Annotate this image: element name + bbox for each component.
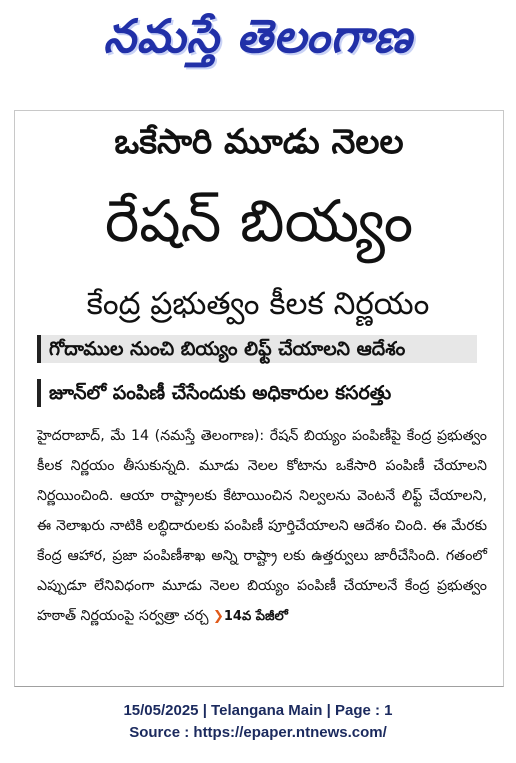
footer-source: Source : https://epaper.ntnews.com/ [129, 724, 387, 741]
masthead-logo: నమస్తే తెలంగాణ [103, 9, 413, 63]
clipping-footer [0, 700, 516, 744]
article-deck-1: గోదాముల నుంచి బియ్యం లిఫ్ట్ చేయాలని ఆదేశం [37, 335, 477, 363]
newspaper-masthead [0, 6, 516, 78]
article-kicker: ఒకేసారి మూడు నెలల [114, 122, 404, 162]
article-body [37, 421, 487, 632]
continuation-label: 14వ పేజీలో [223, 609, 288, 624]
article-deck-2: జూన్‌లో పంపిణీ చేసేందుకు అధికారుల కసరత్తు [37, 379, 477, 407]
article-body-text: హైదరాబాద్, మే 14 (నమస్తే తెలంగాణ): రేషన్ బియ్యం పంపిణీపై కేంద్ర ప్రభుత్వం కీలక నిర్ణయం తీసుకున్నది. మూడు నెలల కోటాను ఒకేసారి పంపిణీ చేయాలని నిర్ణయించింది. ఆయా రాష్ట్రాలకు కేటాయించిన నిల్వలను వెంటనే లిఫ్ట్ చేయాలని, ఈ నెలాఖరు నాటికి లబ్ధిదారులకు పంపిణీ పూర్తిచేయాలని ఆదేశం చింది. ఈ మేరకు కేంద్ర ఆహార, ప్రజా పంపిణీశాఖ అన్ని రాష్ట్రా లకు ఉత్తర్వులు జారీచేసింది. గతంలో ఎప్పుడూ లేనివిధంగా మూడు నెలల బియ్యం పంపిణీ చేయాలనే కేంద్ర ప్రభుత్వం హఠాత్ నిర్ణయంపై సర్వత్రా చర్చ [37, 428, 487, 624]
continuation-arrow-icon: ❯ [212, 609, 224, 624]
article-headline: రేషన్ బియ్యం [104, 187, 414, 255]
article-subheadline: కేంద్ర ప్రభుత్వం కీలక నిర్ణయం [86, 286, 430, 322]
continuation-reference [213, 609, 288, 624]
footer-date-edition-page: 15/05/2025 | Telangana Main | Page : 1 [123, 702, 393, 719]
news-clipping [14, 110, 504, 687]
